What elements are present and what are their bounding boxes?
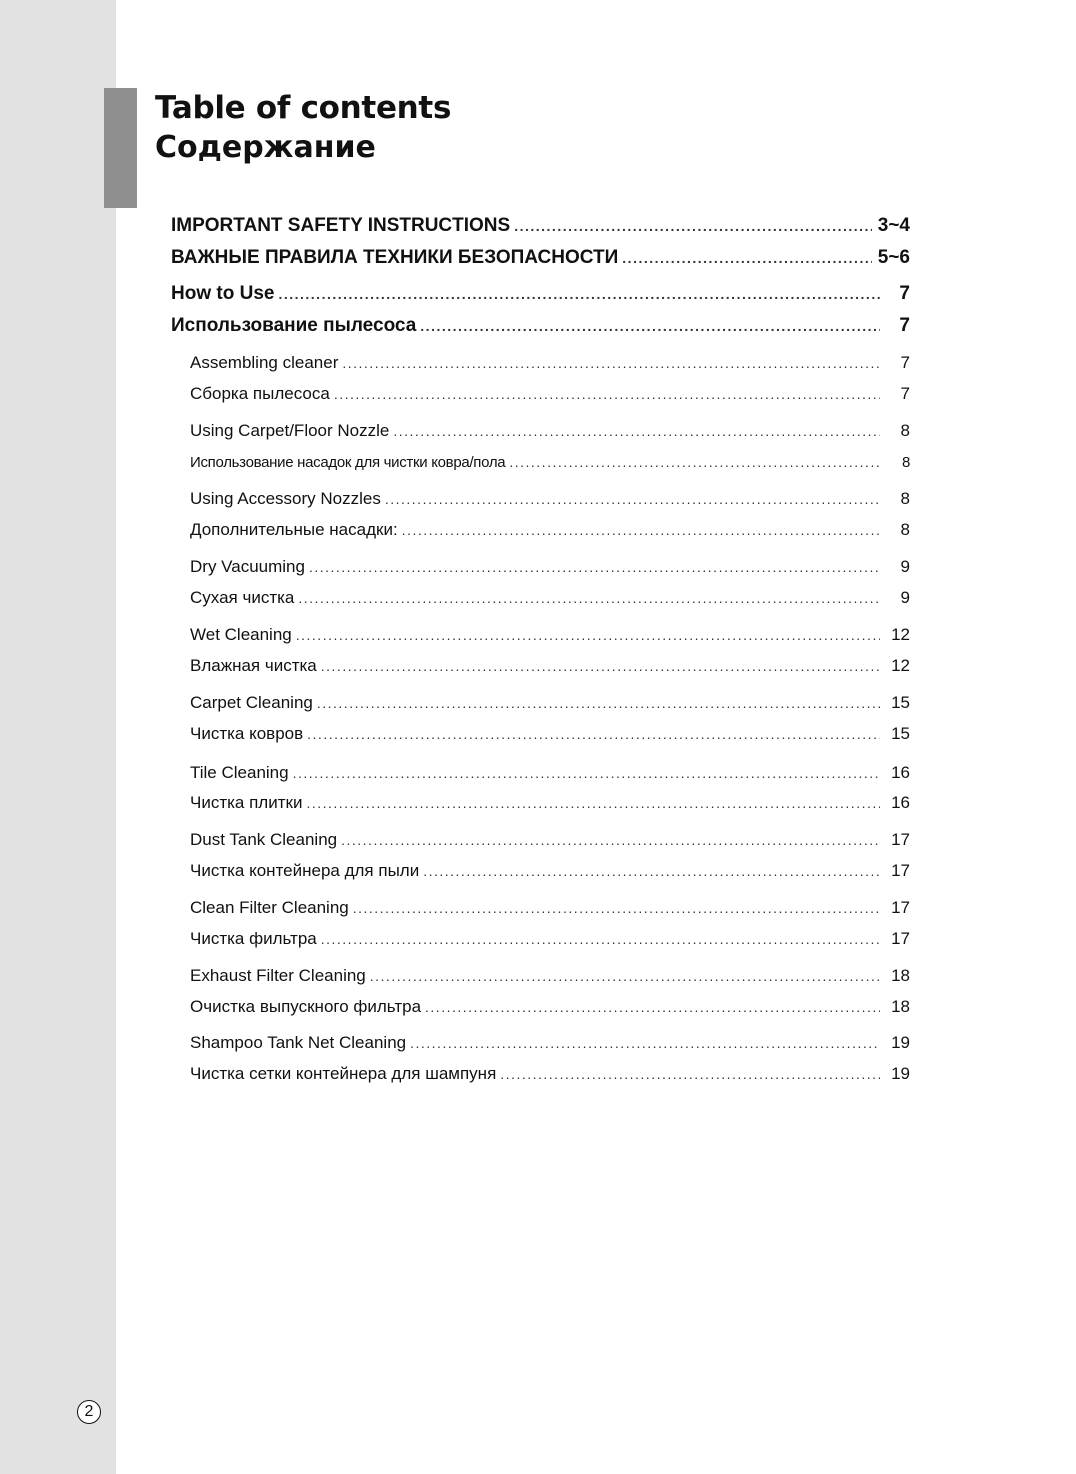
toc-entry-page: 18 [891,997,910,1016]
toc-entry-page: 15 [891,724,910,743]
toc-dot-leader [307,722,880,746]
toc-entry-page: 18 [891,966,910,985]
toc-dot-leader [278,282,880,306]
toc-entry-exhaust-filter-ru[interactable] [190,995,910,1019]
toc-entry-wet-cleaning-ru[interactable] [190,654,910,678]
page-margin-strip [0,0,116,1474]
page-title-english: Table of contents [155,90,452,126]
toc-entry-label: Использование пылесоса [171,315,417,336]
toc-entry-accessory-nozzles-en[interactable] [190,487,910,511]
toc-entry-page: 17 [891,898,910,917]
toc-entry-label: Shampoo Tank Net Cleaning [190,1033,407,1052]
toc-dot-leader [393,419,880,443]
toc-entry-page: 17 [891,861,910,880]
toc-dot-leader [423,859,880,883]
toc-dot-leader [334,382,880,406]
toc-entry-label: Dry Vacuuming [190,557,305,576]
toc-entry-label: Чистка контейнера для пыли [190,861,420,880]
toc-entry-label: Сборка пылесоса [190,384,330,403]
toc-entry-carpet-cleaning-ru[interactable] [190,722,910,746]
toc-entry-dry-vacuuming-ru[interactable] [190,586,910,610]
toc-dot-leader [514,214,872,238]
toc-dot-leader [410,1031,880,1055]
toc-dot-leader [353,896,880,920]
toc-entry-page: 19 [891,1033,910,1052]
toc-entry-shampoo-tank-en[interactable] [190,1031,910,1055]
toc-entry-label: IMPORTANT SAFETY INSTRUCTIONS [171,215,511,236]
toc-entry-label: Сухая чистка [190,588,295,607]
toc-entry-label: Использование насадок для чистки ковра/пола [190,454,506,471]
toc-dot-leader [500,1062,880,1086]
toc-dot-leader [342,351,880,375]
toc-entry-dust-tank-en[interactable] [190,828,910,852]
toc-dot-leader [385,487,880,511]
toc-dot-leader [509,450,880,474]
toc-entry-label: Using Carpet/Floor Nozzle [190,421,390,440]
toc-entry-label: Чистка плитки [190,793,303,812]
toc-entry-safety-en[interactable] [171,214,910,238]
toc-entry-page: 8 [900,421,910,440]
toc-entry-page: 17 [891,929,910,948]
toc-entry-label: Wet Cleaning [190,625,292,644]
toc-entry-accessory-nozzles-ru[interactable] [190,518,910,542]
toc-entry-page: 7 [899,315,910,336]
toc-entry-carpet-nozzle-en[interactable] [190,419,910,443]
toc-entry-clean-filter-en[interactable] [190,896,910,920]
toc-dot-leader [298,586,880,610]
toc-entry-shampoo-tank-ru[interactable] [190,1062,910,1086]
toc-entry-dry-vacuuming-en[interactable] [190,555,910,579]
toc-entry-page: 16 [891,793,910,812]
toc-entry-label: Влажная чистка [190,656,317,675]
toc-entry-exhaust-filter-en[interactable] [190,964,910,988]
toc-entry-label: Assembling cleaner [190,353,339,372]
toc-entry-page: 7 [900,384,910,403]
toc-entry-wet-cleaning-en[interactable] [190,623,910,647]
toc-entry-label: Чистка сетки контейнера для шампуня [190,1064,497,1083]
toc-entry-label: Очистка выпускного фильтра [190,997,422,1016]
toc-entry-page: 3~4 [877,215,910,236]
toc-dot-leader [317,691,880,715]
toc-dot-leader [306,791,880,815]
toc-entry-label: Exhaust Filter Cleaning [190,966,366,985]
page-title [155,88,451,168]
toc-entry-label: Чистка ковров [190,724,304,743]
toc-entry-assembling-en[interactable] [190,351,910,375]
toc-entry-page: 17 [891,830,910,849]
toc-entry-label: Dust Tank Cleaning [190,830,338,849]
toc-dot-leader [341,828,880,852]
toc-entry-page: 19 [891,1064,910,1083]
toc-dot-leader [370,964,880,988]
toc-entry-carpet-nozzle-ru[interactable] [190,450,910,474]
toc-entry-page: 7 [899,283,910,304]
toc-entry-page: 8 [901,454,910,471]
toc-entry-page: 16 [891,763,910,782]
toc-entry-how-to-use-en[interactable] [171,282,910,306]
toc-entry-page: 12 [891,656,910,675]
toc-entry-clean-filter-ru[interactable] [190,927,910,951]
toc-dot-leader [309,555,880,579]
toc-entry-page: 9 [900,588,910,607]
toc-dot-leader [402,518,880,542]
toc-dot-leader [296,623,880,647]
toc-entry-page: 9 [900,557,910,576]
toc-dot-leader [420,314,880,338]
toc-entry-how-to-use-ru[interactable] [171,314,910,338]
toc-entry-label: Tile Cleaning [190,763,289,782]
toc-entry-carpet-cleaning-en[interactable] [190,691,910,715]
toc-entry-tile-cleaning-ru[interactable] [190,791,910,815]
title-accent-bar [104,88,137,208]
toc-entry-label: How to Use [171,283,275,304]
toc-entry-label: Using Accessory Nozzles [190,489,381,508]
toc-dot-leader [321,927,880,951]
toc-entry-page: 5~6 [877,247,910,268]
toc-entry-label: Чистка фильтра [190,929,317,948]
toc-dot-leader [425,995,880,1019]
page-title-russian: Содержание [155,130,376,165]
toc-entry-dust-tank-ru[interactable] [190,859,910,883]
toc-entry-page: 8 [900,489,910,508]
toc-dot-leader [293,761,880,785]
toc-entry-page: 12 [891,625,910,644]
toc-entry-label: Дополнительные насадки: [190,520,398,539]
toc-entry-label: Clean Filter Cleaning [190,898,349,917]
toc-entry-assembling-ru[interactable] [190,382,910,406]
toc-dot-leader [622,246,871,270]
toc-entry-label: ВАЖНЫЕ ПРАВИЛА ТЕХНИКИ БЕЗОПАСНОСТИ [171,247,619,268]
toc-entry-page: 15 [891,693,910,712]
toc-entry-safety-ru[interactable] [171,246,910,270]
toc-entry-label: Carpet Cleaning [190,693,313,712]
toc-entry-page: 8 [900,520,910,539]
page-number-badge: 2 [77,1400,101,1424]
toc-entry-tile-cleaning-en[interactable] [190,761,910,785]
toc-dot-leader [321,654,880,678]
toc-entry-page: 7 [900,353,910,372]
